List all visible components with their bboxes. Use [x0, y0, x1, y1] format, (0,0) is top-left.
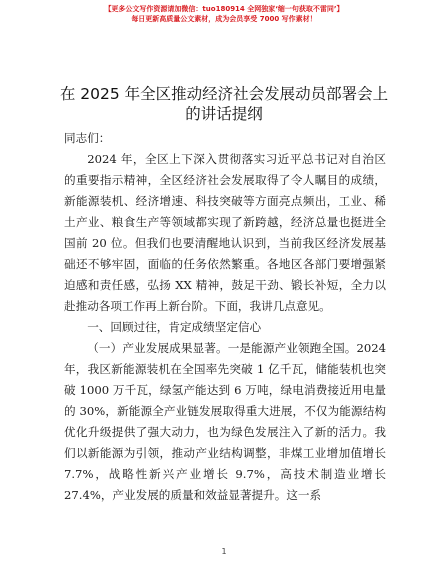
title-line-2: 的讲话提纲 — [185, 105, 263, 123]
promo-line-1: 【更多公文写作资源请加微信：tuo180914 全网独家‘缩一句获取不雷同’】 — [104, 5, 344, 13]
title-line-1: 在 2025 年全区推动经济社会发展动员部署会上 — [59, 85, 389, 103]
promo-line-2: 每日更新高质量公文素材，成为会员享受 7000 写作素材！ — [131, 15, 317, 23]
document-body — [64, 128, 386, 506]
document-title — [0, 84, 448, 124]
paragraph-intro: 2024 年，全区上下深入贯彻落实习近平总书记对自治区的重要指示精神，全区经济社会发展取得了令人瞩目的成绩，新能源装机、经济增速、科技突破等方面亮点频出，工业、稀土产业、粮食生产等领域都实现了新跨越，经济总量也挺进全国前 20 位。但我们也要清醒地认识到，当前我区经济发展基础还不够牢固，面临的任务依然繁重。各地区各部门要增强紧迫感和责任感，弘扬 XX 精神，鼓足干劲、锻长补短，全力以赴推动各项工作再上新台阶。下面，我讲几点意见。 — [64, 152, 386, 313]
section-heading-1: 一、回顾过往，肯定成绩坚定信心 — [87, 320, 262, 334]
page-number: 1 — [221, 547, 227, 556]
paragraph-industry: （一）产业发展成果显著。一是能源产业领跑全国。2024 年，我区新能源装机在全国率先突破 1 亿千瓦，储能装机也突破 1000 万千瓦，绿氢产能达到 6 万吨，绿电消费接近用电量的 30%，新能源全产业链发展取得重大进展，不仅为能源结构优化升级提供了强大动力，也为绿色发展注入了新的活力。我们以新能源为引领，推动产业结构调整，非煤工业增加值增长 7.7%，战略性新兴产业增长 9.7%，高技术制造业增长 27.4%，产业发展的质量和效益显著提升。这一系 — [64, 341, 386, 502]
promo-banner — [0, 4, 448, 24]
salutation: 同志们： — [64, 131, 111, 145]
